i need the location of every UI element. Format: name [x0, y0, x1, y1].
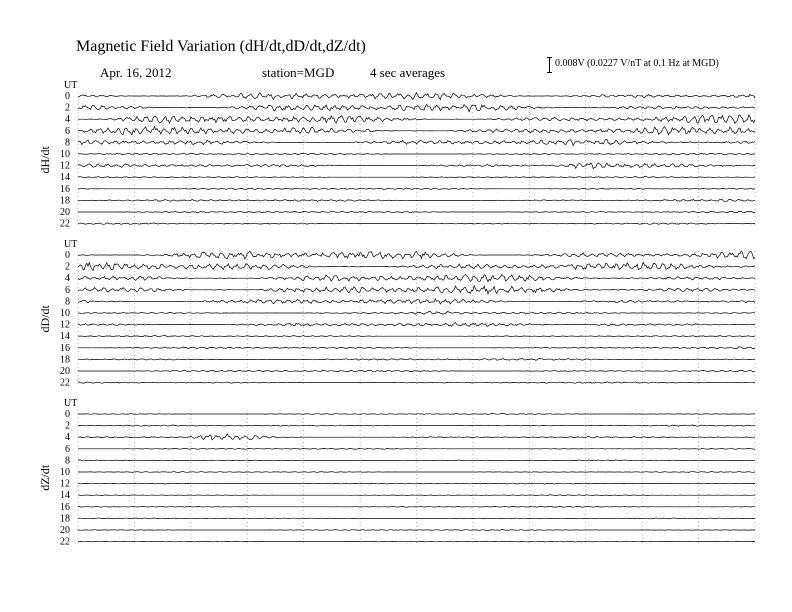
ut-label: UT — [64, 239, 78, 250]
trace-label-2: 2 — [65, 261, 70, 273]
scale-note: 0.008V (0.0227 V/nT at 0.1 Hz at MGD) — [555, 58, 719, 69]
trace-label-0: 0 — [65, 409, 70, 420]
trace-label-16: 16 — [60, 501, 70, 513]
trace-8 — [78, 460, 755, 461]
trace-label-8: 8 — [65, 137, 70, 149]
trace-18 — [78, 199, 755, 201]
trace-label-0: 0 — [65, 250, 70, 261]
trace-label-0: 0 — [65, 91, 70, 102]
chart-title: Magnetic Field Variation (dH/dt,dD/dt,dZ/dt) — [76, 38, 366, 55]
trace-6 — [78, 127, 755, 135]
trace-label-4: 4 — [65, 273, 70, 285]
trace-label-22: 22 — [60, 377, 70, 389]
ut-label: UT — [64, 80, 78, 91]
station-label: station=MGD — [262, 65, 335, 80]
trace-label-14: 14 — [60, 490, 70, 502]
trace-label-4: 4 — [65, 432, 70, 444]
date-label: Apr. 16, 2012 — [100, 65, 172, 80]
trace-label-10: 10 — [60, 308, 70, 319]
panel-dH-dt — [38, 80, 755, 230]
panel-label: dH/dt — [38, 146, 52, 174]
trace-6 — [78, 286, 755, 294]
trace-label-20: 20 — [60, 207, 70, 218]
trace-label-12: 12 — [60, 478, 70, 490]
trace-label-22: 22 — [60, 218, 70, 230]
trace-22 — [78, 382, 755, 384]
trace-label-8: 8 — [65, 455, 70, 467]
trace-label-20: 20 — [60, 525, 70, 536]
panel-label: dD/dt — [38, 305, 52, 333]
trace-18 — [78, 518, 755, 519]
averaging-label: 4 sec averages — [370, 65, 446, 80]
trace-label-18: 18 — [60, 513, 70, 525]
trace-label-14: 14 — [60, 172, 70, 184]
trace-label-6: 6 — [65, 125, 70, 137]
trace-label-20: 20 — [60, 366, 70, 377]
panel-dD-dt — [38, 239, 755, 389]
trace-22 — [78, 541, 755, 542]
trace-label-6: 6 — [65, 443, 70, 455]
trace-10 — [78, 153, 755, 155]
panel-label: dZ/dt — [38, 464, 52, 491]
trace-label-10: 10 — [60, 149, 70, 160]
trace-label-22: 22 — [60, 536, 70, 548]
trace-label-12: 12 — [60, 319, 70, 331]
trace-6 — [78, 448, 755, 449]
trace-label-2: 2 — [65, 102, 70, 114]
trace-label-8: 8 — [65, 296, 70, 308]
trace-10 — [78, 472, 755, 473]
trace-label-18: 18 — [60, 354, 70, 366]
ut-label: UT — [64, 398, 78, 409]
trace-label-18: 18 — [60, 195, 70, 207]
trace-label-2: 2 — [65, 420, 70, 432]
trace-label-10: 10 — [60, 467, 70, 478]
trace-12 — [78, 163, 755, 169]
trace-label-14: 14 — [60, 331, 70, 343]
trace-label-16: 16 — [60, 183, 70, 195]
trace-label-12: 12 — [60, 160, 70, 172]
trace-label-4: 4 — [65, 114, 70, 126]
trace-label-16: 16 — [60, 342, 70, 354]
panel-dZ-dt — [38, 398, 755, 548]
trace-12 — [78, 483, 755, 484]
trace-label-6: 6 — [65, 284, 70, 296]
